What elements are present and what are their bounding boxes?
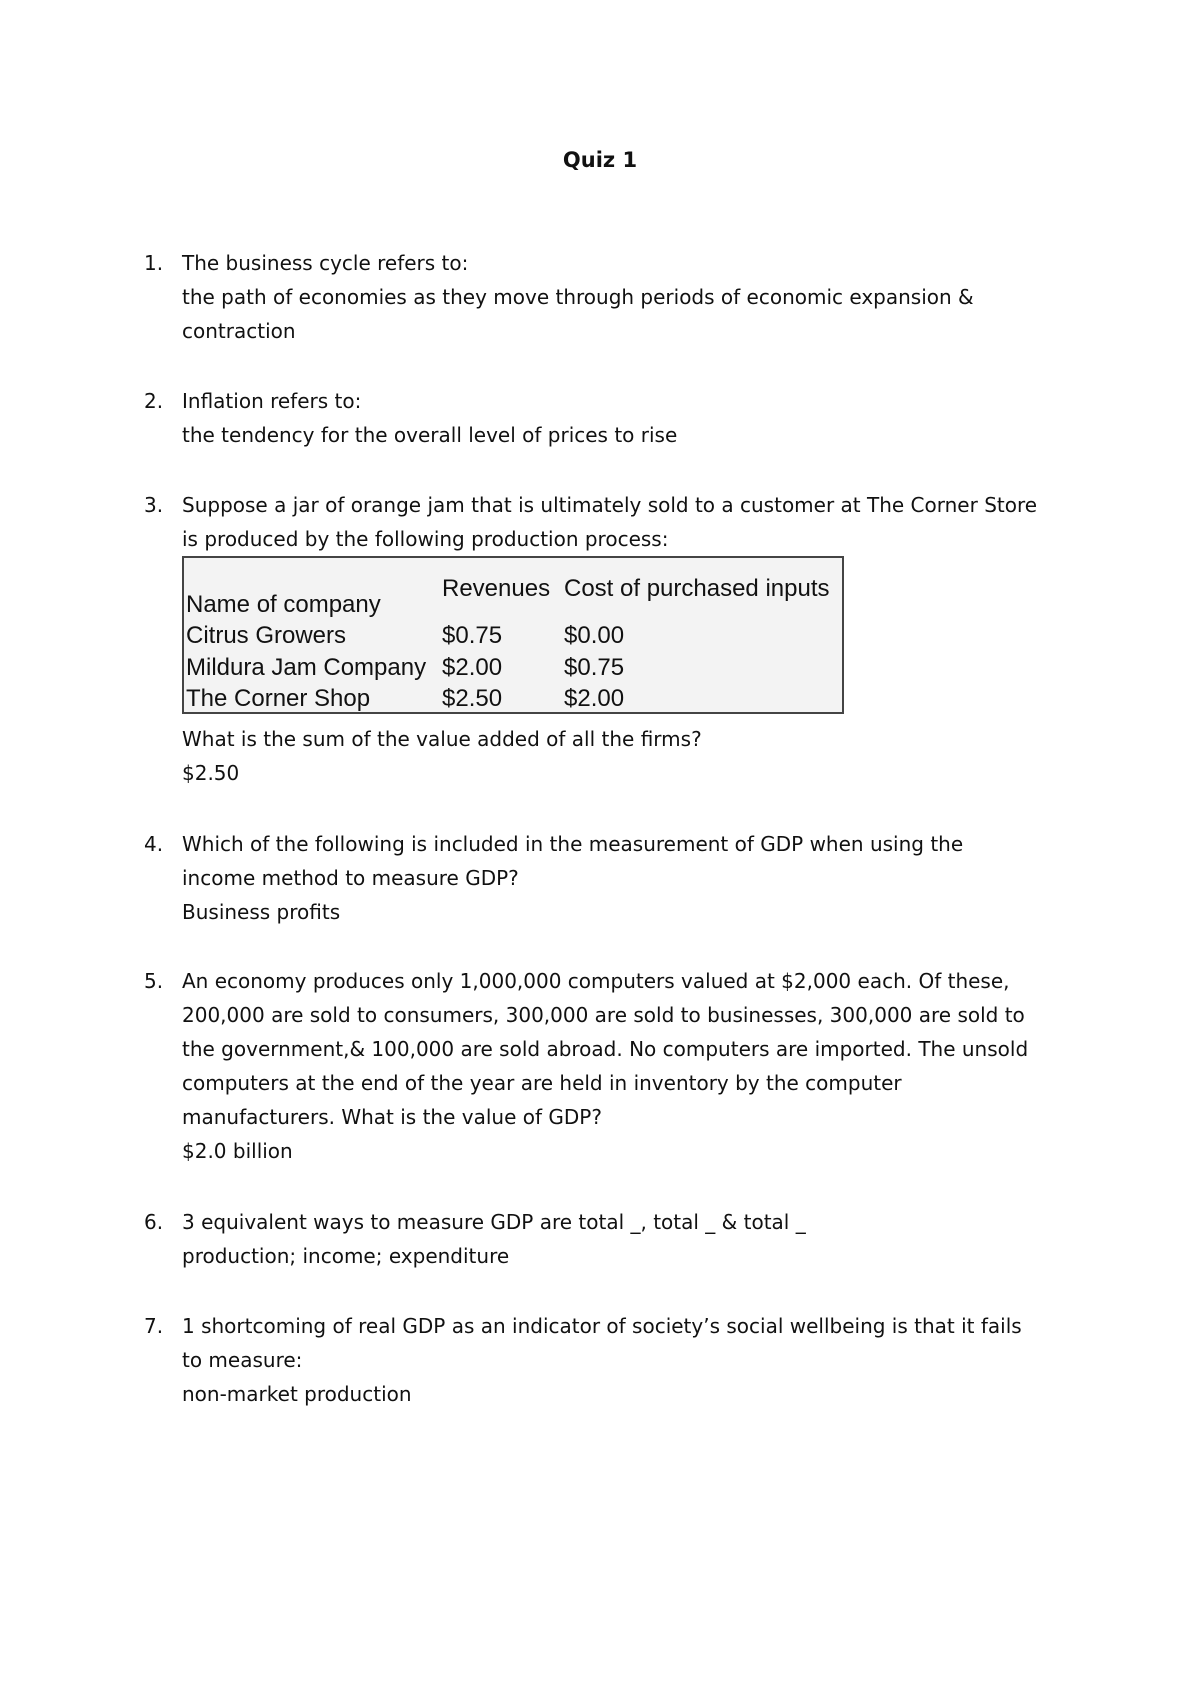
table-cell-revenues: $2.00 xyxy=(442,654,503,681)
question-7 xyxy=(144,1309,1082,1411)
question-text: computers at the end of the year are held in inventory by the computer xyxy=(182,1071,902,1095)
production-table xyxy=(182,556,844,714)
answer-text: Business profits xyxy=(182,900,341,924)
question-text: 1 shortcoming of real GDP as an indicator of society’s social wellbeing is that it fails xyxy=(182,1314,1022,1338)
question-number: 4. xyxy=(144,832,164,856)
answer-text: contraction xyxy=(182,319,296,343)
answer-text: $2.0 billion xyxy=(182,1139,293,1163)
answer-text: the path of economies as they move through periods of economic expansion & xyxy=(182,285,974,309)
question-text: manufacturers. What is the value of GDP? xyxy=(182,1105,602,1129)
table-cell-revenues: $2.50 xyxy=(442,685,503,712)
question-number: 6. xyxy=(144,1210,164,1234)
question-text: Suppose a jar of orange jam that is ultimately sold to a customer at The Corner Store xyxy=(182,493,1038,517)
question-number: 7. xyxy=(144,1314,164,1338)
question-text: The business cycle refers to: xyxy=(182,251,469,275)
question-text: Inflation refers to: xyxy=(182,389,362,413)
question-3 xyxy=(144,488,1082,556)
table-cell-cost: $0.75 xyxy=(564,654,625,681)
question-text: is produced by the following production process: xyxy=(182,527,669,551)
table-header-name: Name of company xyxy=(186,591,381,618)
table-header-cost: Cost of purchased inputs xyxy=(564,575,830,602)
answer-text: $2.50 xyxy=(182,761,240,785)
question-6 xyxy=(144,1205,1082,1273)
question-3-followup xyxy=(182,722,702,790)
table-header-revenues: Revenues xyxy=(442,575,551,602)
question-4 xyxy=(144,827,1082,929)
answer-text: the tendency for the overall level of prices to rise xyxy=(182,423,678,447)
table-cell-name: The Corner Shop xyxy=(186,685,371,712)
question-text: the government,& 100,000 are sold abroad. No computers are imported. The unsold xyxy=(182,1037,1029,1061)
question-text: Which of the following is included in the measurement of GDP when using the xyxy=(182,832,964,856)
table-cell-cost: $2.00 xyxy=(564,685,625,712)
question-text: income method to measure GDP? xyxy=(182,866,519,890)
table-cell-revenues: $0.75 xyxy=(442,622,503,649)
question-text: What is the sum of the value added of all the firms? xyxy=(182,727,702,751)
question-5 xyxy=(144,964,1082,1168)
question-text: 200,000 are sold to consumers, 300,000 are sold to businesses, 300,000 are sold to xyxy=(182,1003,1025,1027)
question-2 xyxy=(144,384,1082,452)
question-text: An economy produces only 1,000,000 computers valued at $2,000 each. Of these, xyxy=(182,969,1010,993)
question-number: 5. xyxy=(144,969,164,993)
question-text: to measure: xyxy=(182,1348,303,1372)
table-cell-name: Citrus Growers xyxy=(186,622,347,649)
page-title: Quiz 1 xyxy=(562,148,638,172)
question-text: 3 equivalent ways to measure GDP are total _, total _ & total _ xyxy=(182,1210,806,1234)
question-number: 2. xyxy=(144,389,164,413)
question-number: 1. xyxy=(144,251,164,275)
table-cell-name: Mildura Jam Company xyxy=(186,654,427,681)
answer-text: production; income; expenditure xyxy=(182,1244,510,1268)
answer-text: non-market production xyxy=(182,1382,412,1406)
question-1 xyxy=(144,246,1082,348)
question-number: 3. xyxy=(144,493,164,517)
table-cell-cost: $0.00 xyxy=(564,622,625,649)
